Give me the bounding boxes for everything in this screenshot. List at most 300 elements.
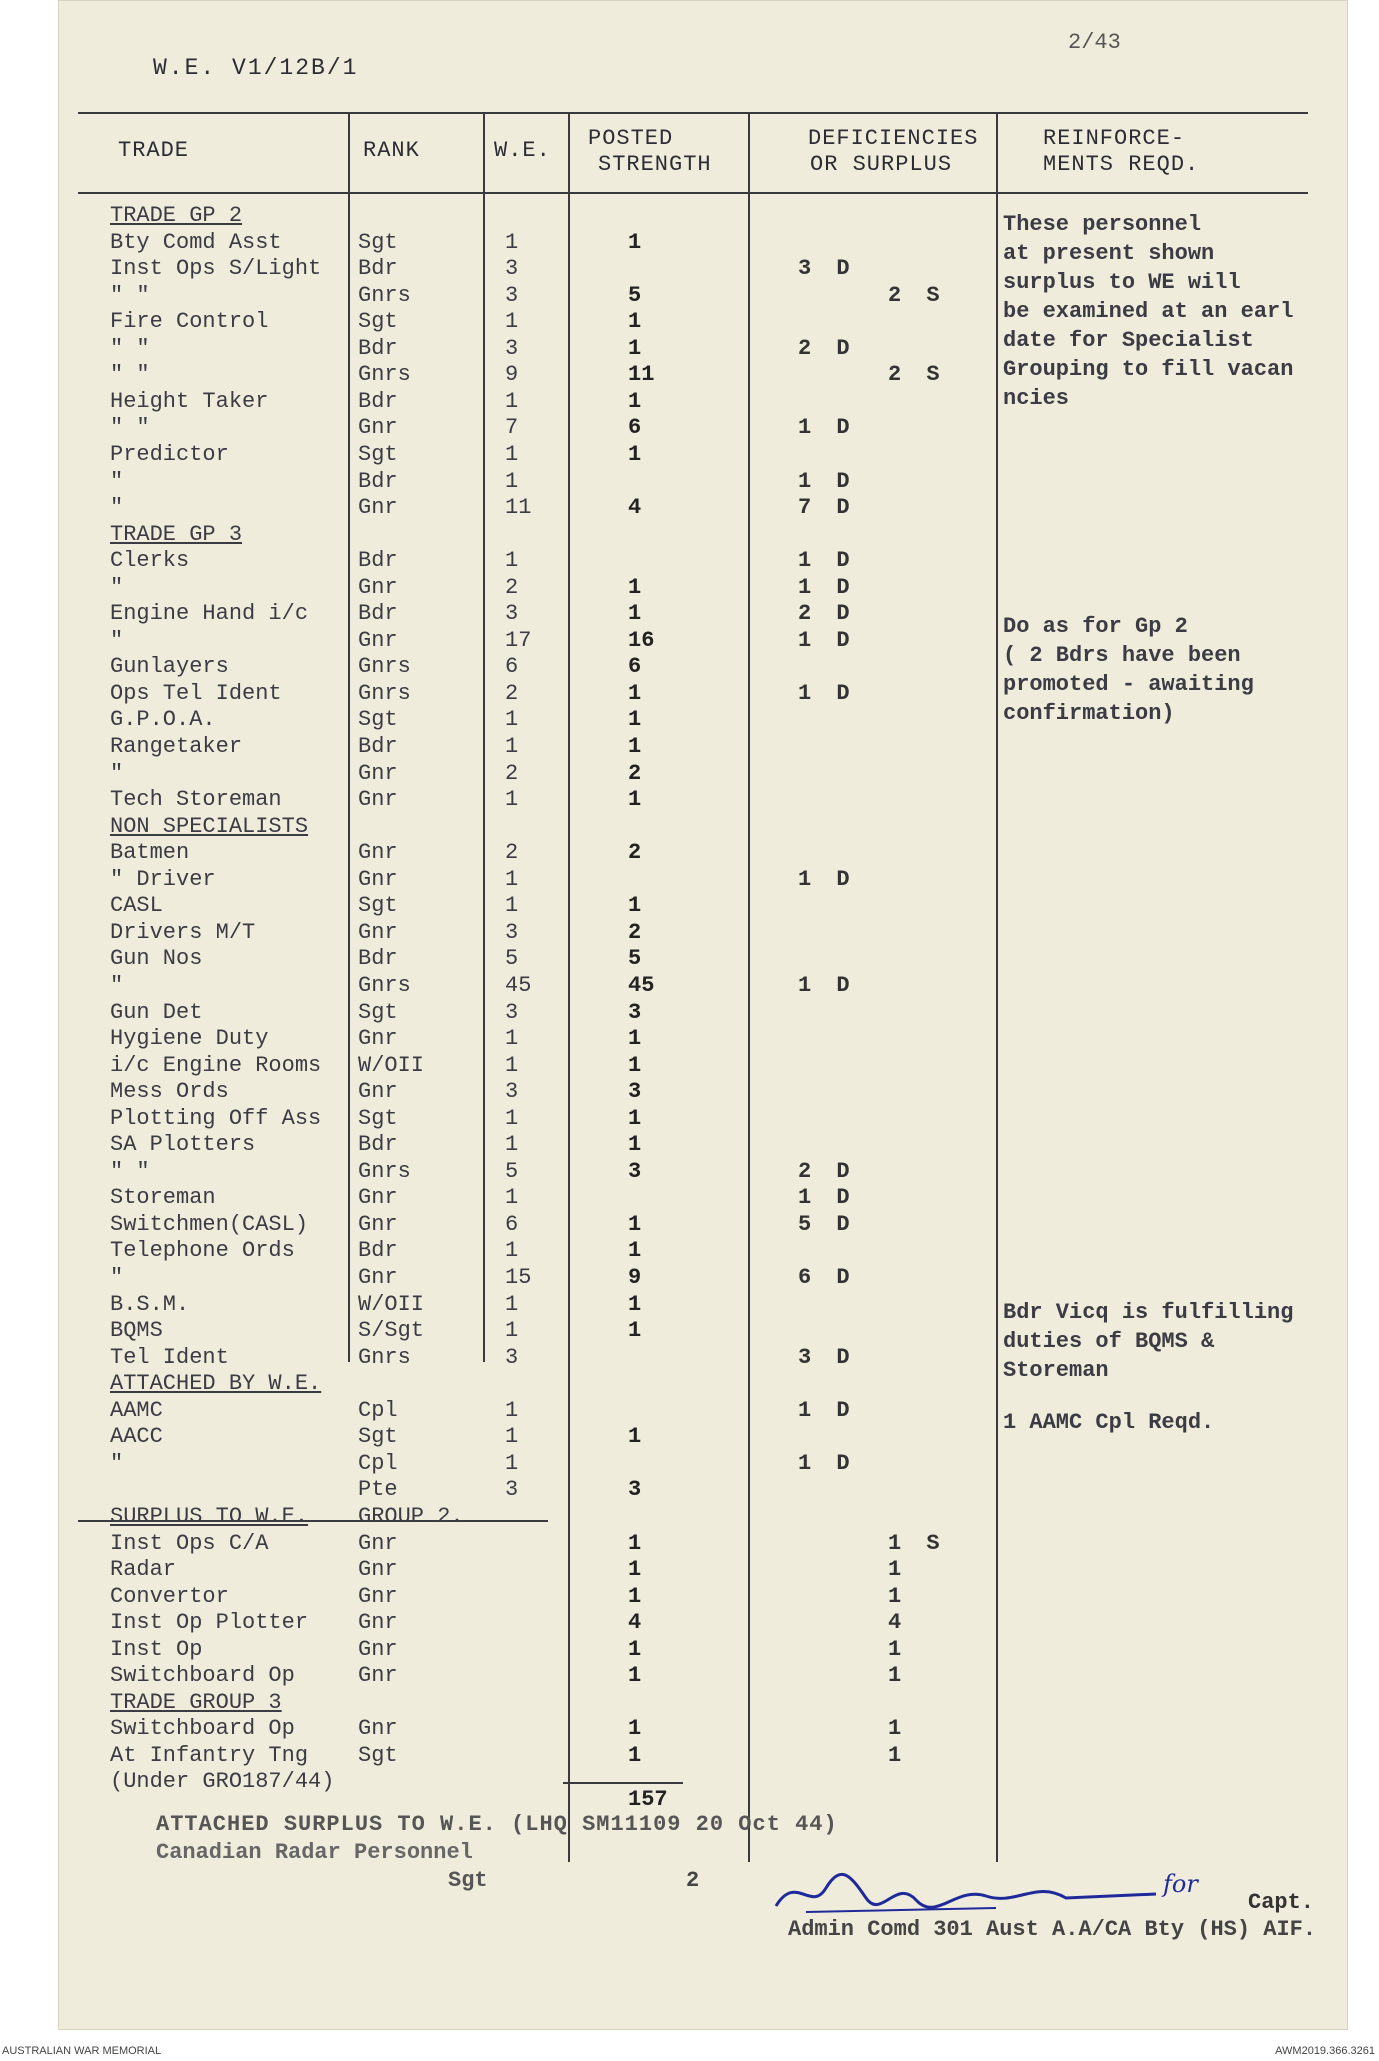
footer-bar (0, 2042, 1379, 2061)
we-cell: 7 (505, 415, 519, 441)
trade-cell: " (110, 574, 124, 600)
we-cell: 1 (505, 1291, 519, 1317)
we-cell: 2 (505, 680, 519, 706)
table-row (58, 1663, 1348, 1689)
table-row (58, 442, 1348, 468)
table-row (58, 840, 1348, 866)
trade-cell: " Driver (110, 866, 216, 892)
trade-cell: TRADE GP 2 (110, 203, 243, 228)
rank-cell: Gnr (358, 1265, 398, 1290)
rank-cell: Gnrs (358, 282, 411, 308)
table-row (58, 1238, 1348, 1264)
we-cell: 1 (505, 866, 519, 892)
posted-cell: 6 (628, 415, 642, 441)
rank-cell: Gnr (358, 1663, 398, 1689)
rank-cell: Bdr (358, 601, 398, 627)
deficiency-cell: 1 D (798, 574, 856, 600)
document-code: W.E. V1/12B/1 (153, 55, 359, 81)
header-we: W.E. (494, 138, 551, 163)
trade-cell: Gun Nos (110, 946, 203, 972)
posted-cell: 2 (628, 919, 642, 945)
rank-cell: Sgt (358, 441, 398, 467)
rank-cell: S/Sgt (358, 1318, 425, 1344)
surplus-cell: 1 (888, 1636, 908, 1662)
trade-cell: " " (110, 335, 150, 361)
trade-cell: " (110, 1450, 124, 1476)
trade-cell: Gunlayers (110, 654, 229, 680)
deficiency-cell: 6 D (798, 1265, 856, 1290)
trade-cell: Tel Ident (110, 1344, 229, 1370)
rank-cell: Gnr (358, 1079, 398, 1105)
we-cell: 1 (505, 1132, 519, 1158)
posted-cell: 1 (628, 229, 642, 255)
remark-gp3: Do as for Gp 2 ( 2 Bdrs have been promoted - awaiting confirmation) (1003, 614, 1254, 726)
posted-cell: 3 (628, 1477, 642, 1503)
table-row (58, 1026, 1348, 1052)
rank-cell: Gnrs (358, 1158, 411, 1184)
header-bottom-rule (78, 192, 1308, 194)
posted-cell: 4 (628, 1610, 642, 1636)
signature-capt: Capt. (1248, 1890, 1315, 1915)
posted-cell: 1 (628, 1636, 642, 1662)
canadian-radar-posted: 2 (686, 1868, 700, 1893)
table-row (58, 1079, 1348, 1105)
trade-cell: " (110, 495, 124, 521)
trade-cell: " (110, 760, 124, 786)
trade-cell: Fire Control (110, 309, 269, 335)
we-cell: 5 (505, 1158, 519, 1184)
posted-cell: 1 (628, 1026, 642, 1052)
trade-cell: ATTACHED BY W.E. (110, 1371, 322, 1397)
posted-cell: 1 (628, 1716, 642, 1742)
rank-cell: Bdr (358, 256, 398, 282)
we-cell: 1 (505, 893, 519, 919)
trade-cell: Height Taker (110, 388, 269, 414)
trade-cell: Hygiene Duty (110, 1026, 269, 1052)
surplus-cell: 1 (888, 1716, 908, 1742)
we-cell: 1 (505, 1318, 519, 1344)
signature-unit: Admin Comd 301 Aust A.A/CA Bty (HS) AIF. (788, 1917, 1317, 1942)
we-cell: 1 (505, 1052, 519, 1078)
rank-cell: Gnr (358, 1530, 398, 1556)
rank-cell: Gnr (358, 1185, 398, 1211)
trade-cell: Inst Op Plotter (110, 1610, 309, 1636)
trade-cell: At Infantry Tng (110, 1742, 309, 1768)
rank-cell: Gnrs (358, 1344, 411, 1370)
posted-cell: 1 (628, 441, 642, 467)
rank-cell: Gnr (358, 1557, 398, 1583)
rank-cell: Gnr (358, 1636, 398, 1662)
we-cell: 3 (505, 1344, 519, 1370)
trade-cell: Clerks (110, 548, 190, 574)
trade-cell: Inst Ops C/A (110, 1530, 269, 1556)
header-rank: RANK (363, 138, 420, 163)
footer-credit: AUSTRALIAN WAR MEMORIAL (2, 2045, 162, 2057)
table-row (58, 469, 1348, 495)
group-heading-row (58, 814, 1348, 840)
header-posted-2: STRENGTH (598, 152, 712, 177)
surplus-cell: 1 S (888, 1530, 946, 1556)
we-cell: 2 (505, 574, 519, 600)
we-cell: 17 (505, 627, 532, 653)
surplus-cell: 2 S (888, 362, 946, 388)
rank-cell: Gnr (358, 787, 398, 813)
we-cell: 3 (505, 282, 519, 308)
we-cell: 5 (505, 946, 519, 972)
table-row (58, 973, 1348, 999)
we-cell: 3 (505, 919, 519, 945)
deficiency-cell: 1 D (798, 627, 856, 653)
posted-cell: 1 (628, 1318, 642, 1344)
we-cell: 1 (505, 441, 519, 467)
rank-cell: Sgt (358, 999, 398, 1025)
table-row (58, 1451, 1348, 1477)
table-row (58, 1265, 1348, 1291)
trade-cell: Tech Storeman (110, 787, 282, 813)
trade-cell: Telephone Ords (110, 1238, 295, 1264)
surplus-cell: 1 (888, 1663, 908, 1689)
trade-cell: " " (110, 362, 150, 388)
rank-cell: Gnr (358, 866, 398, 892)
we-cell: 1 (505, 1238, 519, 1264)
table-row (58, 1132, 1348, 1158)
rank-cell: Gnrs (358, 654, 411, 680)
we-cell: 2 (505, 760, 519, 786)
table-row (58, 1769, 1348, 1795)
deficiency-cell: 1 D (798, 468, 856, 494)
we-cell: 1 (505, 707, 519, 733)
posted-cell: 3 (628, 1079, 642, 1105)
deficiency-cell: 7 D (798, 495, 856, 521)
table-row (58, 893, 1348, 919)
header-top-rule (78, 112, 1308, 114)
rank-cell: Gnr (358, 760, 398, 786)
deficiency-cell: 3 D (798, 1344, 856, 1370)
we-cell: 1 (505, 1105, 519, 1131)
trade-cell: Mess Ords (110, 1079, 229, 1105)
corner-mark: 2/43 (1068, 30, 1121, 55)
attached-surplus-title: ATTACHED SURPLUS TO W.E. (LHQ SM11109 20 Oct 44) (156, 1812, 838, 1837)
rank-cell: Gnr (358, 1583, 398, 1609)
trade-cell: Switchboard Op (110, 1663, 295, 1689)
trade-cell: G.P.O.A. (110, 707, 216, 733)
rank-cell: Gnr (358, 840, 398, 866)
posted-cell: 1 (628, 1238, 642, 1264)
table-row (58, 1716, 1348, 1742)
document-sheet (58, 0, 1348, 2030)
footer-accession: AWM2019.366.3261 (1275, 2045, 1375, 2057)
header-def-1: DEFICIENCIES (808, 126, 979, 151)
posted-cell: 1 (628, 309, 642, 335)
rank-cell: Sgt (358, 229, 398, 255)
rank-cell: Gnr (358, 574, 398, 600)
posted-cell: 1 (628, 388, 642, 414)
table-row (58, 575, 1348, 601)
deficiency-cell: 2 D (798, 601, 856, 627)
rank-cell: Bdr (358, 1132, 398, 1158)
rank-cell: Gnrs (358, 680, 411, 706)
canadian-radar-rank: Sgt (448, 1868, 488, 1893)
deficiency-cell: 3 D (798, 256, 856, 282)
rank-cell: Bdr (358, 388, 398, 414)
rank-cell: Sgt (358, 1742, 398, 1768)
table-row (58, 415, 1348, 441)
deficiency-cell: 2 D (798, 335, 856, 361)
trade-cell: i/c Engine Rooms (110, 1052, 322, 1078)
posted-cell: 16 (628, 627, 655, 653)
rank-cell: Bdr (358, 1238, 398, 1264)
trade-cell: " (110, 972, 124, 998)
we-cell: 1 (505, 1397, 519, 1423)
rank-cell: W/OII (358, 1052, 425, 1078)
deficiency-cell: 1 D (798, 866, 856, 892)
trade-cell: TRADE GROUP 3 (110, 1689, 282, 1715)
trade-cell: Convertor (110, 1583, 229, 1609)
surplus-cell: 4 (888, 1610, 908, 1636)
canadian-radar-line: Canadian Radar Personnel (156, 1840, 473, 1865)
table-row (58, 734, 1348, 760)
posted-cell: 1 (628, 1557, 642, 1583)
posted-cell: 1 (628, 787, 642, 813)
posted-cell: 4 (628, 495, 642, 521)
rank-cell: Gnr (358, 495, 398, 521)
header-posted-1: POSTED (588, 126, 674, 151)
deficiency-cell: 1 D (798, 415, 856, 441)
header-reinf-1: REINFORCE- (1043, 126, 1186, 151)
posted-cell: 1 (628, 574, 642, 600)
trade-cell: Plotting Off Ass (110, 1105, 322, 1131)
posted-cell: 1 (628, 335, 642, 361)
surplus-cell: 1 (888, 1557, 908, 1583)
rank-cell: Sgt (358, 707, 398, 733)
deficiency-cell: 2 D (798, 1158, 856, 1184)
trade-cell: Inst Ops S/Light (110, 256, 322, 282)
trade-cell: (Under GRO187/44) (110, 1769, 335, 1795)
we-cell: 15 (505, 1265, 532, 1290)
table-row (58, 1185, 1348, 1211)
we-cell: 3 (505, 1477, 519, 1503)
posted-cell: 1 (628, 1291, 642, 1317)
trade-cell: B.S.M. (110, 1291, 190, 1317)
table-row (58, 1477, 1348, 1503)
we-cell: 3 (505, 256, 519, 282)
posted-cell: 1 (628, 1663, 642, 1689)
we-cell: 1 (505, 229, 519, 255)
posted-total: 157 (628, 1787, 668, 1812)
we-cell: 1 (505, 388, 519, 414)
surplus-cell: 1 (888, 1583, 908, 1609)
trade-cell: Predictor (110, 441, 229, 467)
rank-cell: Gnrs (358, 362, 411, 388)
posted-cell: 9 (628, 1265, 642, 1290)
group-heading-row (58, 522, 1348, 548)
remark-bqms: Bdr Vicq is fulfilling duties of BQMS & Storeman (1003, 1300, 1294, 1383)
rank-cell: Gnr (358, 415, 398, 441)
posted-cell: 3 (628, 1158, 642, 1184)
table-row (58, 1743, 1348, 1769)
posted-cell: 6 (628, 654, 642, 680)
we-cell: 2 (505, 840, 519, 866)
trade-cell: " " (110, 415, 150, 441)
trade-cell: " " (110, 1158, 150, 1184)
table-row (58, 1053, 1348, 1079)
deficiency-cell: 1 D (798, 1450, 856, 1476)
table-row (58, 1106, 1348, 1132)
trade-cell: SURPLUS TO W.E. (110, 1503, 309, 1529)
rank-cell: Bdr (358, 548, 398, 574)
posted-cell: 1 (628, 1052, 642, 1078)
we-cell: 1 (505, 1424, 519, 1450)
rank-cell: Pte (358, 1477, 398, 1503)
header-trade: TRADE (118, 138, 190, 163)
rank-cell: W/OII (358, 1291, 425, 1317)
trade-cell: Engine Hand i/c (110, 601, 309, 627)
trade-cell: Rangetaker (110, 734, 243, 759)
trade-cell: Drivers M/T (110, 919, 256, 945)
posted-cell: 1 (628, 734, 642, 759)
table-row (58, 1159, 1348, 1185)
table-row (58, 761, 1348, 787)
trade-cell: CASL (110, 893, 163, 919)
rank-cell: Gnrs (358, 972, 411, 998)
rank-cell: Bdr (358, 335, 398, 361)
we-cell: 11 (505, 495, 532, 521)
trade-cell: " (110, 627, 124, 653)
posted-cell: 1 (628, 1530, 642, 1556)
table-row (58, 1212, 1348, 1238)
trade-cell: Bty Comd Asst (110, 229, 282, 255)
trade-cell: Ops Tel Ident (110, 680, 282, 706)
trade-cell: Batmen (110, 840, 190, 866)
deficiency-cell: 1 D (798, 972, 856, 998)
surplus-cell: 2 S (888, 282, 946, 308)
deficiency-cell: 1 D (798, 1397, 856, 1423)
rank-cell: Bdr (358, 946, 398, 972)
table-row (58, 1610, 1348, 1636)
rank-cell: Cpl (358, 1397, 398, 1423)
table-row (58, 920, 1348, 946)
trade-cell: AAMC (110, 1397, 163, 1423)
trade-cell: Gun Det (110, 999, 203, 1025)
rank-cell: Bdr (358, 468, 398, 494)
rank-cell: Gnr (358, 1716, 398, 1742)
trade-cell: NON SPECIALISTS (110, 813, 309, 839)
we-cell: 1 (505, 1026, 519, 1052)
trade-cell: TRADE GP 3 (110, 521, 243, 547)
group-heading-row (58, 1504, 1348, 1530)
trade-cell: Inst Op (110, 1636, 203, 1662)
we-cell: 45 (505, 972, 532, 998)
rank-cell: Gnr (358, 1610, 398, 1636)
rank-cell: Sgt (358, 1424, 398, 1450)
deficiency-cell: 1 D (798, 548, 856, 574)
trade-cell: Switchmen(CASL) (110, 1211, 309, 1237)
signature-scribble (766, 1868, 1166, 1918)
we-cell: 1 (505, 734, 519, 759)
trade-cell: Radar (110, 1557, 177, 1583)
remark-aamc: 1 AAMC Cpl Reqd. (1003, 1410, 1215, 1435)
rank-cell: Sgt (358, 309, 398, 335)
trade-cell: Switchboard Op (110, 1716, 295, 1742)
we-cell: 1 (505, 1450, 519, 1476)
table-row (58, 1584, 1348, 1610)
posted-cell: 1 (628, 1132, 642, 1158)
table-row (58, 1000, 1348, 1026)
trade-cell: AACC (110, 1424, 163, 1450)
posted-cell: 1 (628, 1105, 642, 1131)
header-reinf-2: MENTS REQD. (1043, 152, 1200, 177)
signature-for: for (1163, 1870, 1198, 1898)
trade-cell: " " (110, 282, 150, 308)
header-def-2: OR SURPLUS (810, 152, 953, 177)
group-heading-row (58, 1690, 1348, 1716)
posted-cell: 1 (628, 707, 642, 733)
deficiency-cell: 1 D (798, 1185, 856, 1211)
we-cell: 3 (505, 335, 519, 361)
table-row (58, 787, 1348, 813)
trade-cell: Storeman (110, 1185, 216, 1211)
we-cell: 3 (505, 999, 519, 1025)
we-cell: 9 (505, 362, 519, 388)
table-row (58, 1557, 1348, 1583)
posted-cell: 5 (628, 282, 642, 308)
posted-cell: 2 (628, 840, 642, 866)
rank-cell: Gnr (358, 1026, 398, 1052)
rank-cell: Bdr (358, 734, 398, 759)
posted-cell: 11 (628, 362, 655, 388)
table-row (58, 1637, 1348, 1663)
surplus-cell: 1 (888, 1742, 908, 1768)
we-cell: 1 (505, 468, 519, 494)
rank-cell: Gnr (358, 1211, 398, 1237)
trade-cell: SA Plotters (110, 1132, 256, 1158)
deficiency-cell: 1 D (798, 680, 856, 706)
rank-cell: Sgt (358, 1105, 398, 1131)
we-cell: 6 (505, 1211, 519, 1237)
table-row (58, 548, 1348, 574)
posted-cell: 1 (628, 1424, 642, 1450)
posted-cell: 1 (628, 1742, 642, 1768)
we-cell: 3 (505, 601, 519, 627)
we-cell: 1 (505, 548, 519, 574)
we-cell: 3 (505, 1079, 519, 1105)
table-row (58, 946, 1348, 972)
deficiency-cell: 5 D (798, 1211, 856, 1237)
trade-cell: BQMS (110, 1318, 163, 1344)
we-cell: 6 (505, 654, 519, 680)
posted-cell: 45 (628, 972, 655, 998)
rank-cell: Gnr (358, 919, 398, 945)
posted-cell: 1 (628, 1211, 642, 1237)
we-cell: 1 (505, 1185, 519, 1211)
trade-cell: " (110, 468, 124, 494)
we-cell: 1 (505, 787, 519, 813)
posted-cell: 2 (628, 760, 642, 786)
rank-cell: GROUP 2. (358, 1503, 464, 1529)
rank-cell: Sgt (358, 893, 398, 919)
table-row (58, 495, 1348, 521)
posted-cell: 5 (628, 946, 642, 972)
posted-cell: 1 (628, 1583, 642, 1609)
rank-cell: Gnr (358, 627, 398, 653)
table-row (58, 867, 1348, 893)
posted-cell: 1 (628, 680, 642, 706)
trade-cell: " (110, 1265, 124, 1290)
posted-cell: 3 (628, 999, 642, 1025)
posted-cell: 1 (628, 893, 642, 919)
table-row (58, 1531, 1348, 1557)
rank-cell: Cpl (358, 1450, 398, 1476)
